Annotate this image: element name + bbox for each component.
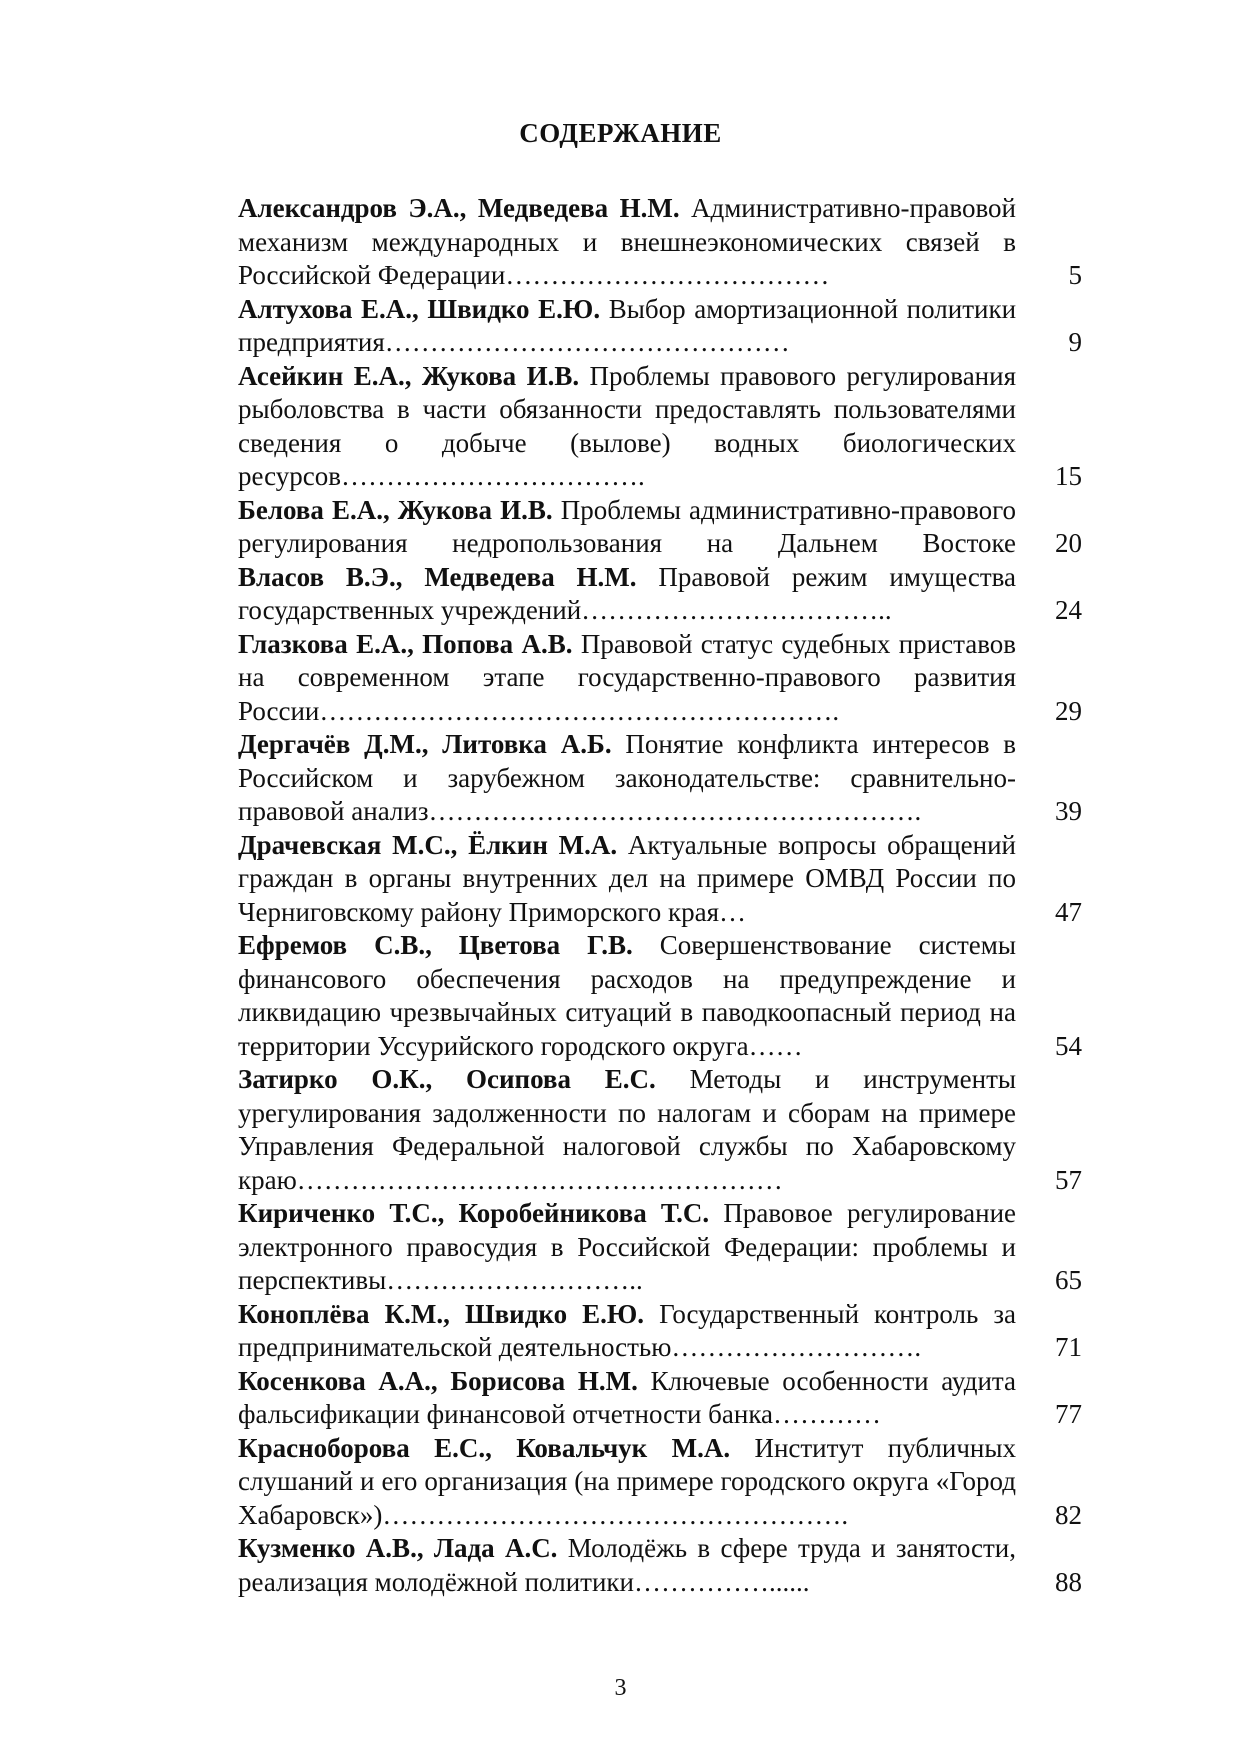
toc-entry-title: Административно-правовой механизм международных и внешнеэкономических связей в Российской Федерации………………………………	[238, 193, 1016, 290]
page-number: 3	[614, 1675, 627, 1701]
toc-entry-text	[238, 561, 1016, 628]
toc-entry-authors: Коноплёва К.М., Швидко Е.Ю.	[238, 1298, 645, 1329]
toc-entry-page: 88	[1055, 1566, 1082, 1597]
toc-entry	[238, 561, 1082, 628]
toc-entry	[238, 829, 1082, 930]
toc-entry-title: Правовой статус судебных приставов на современном этапе государственно-правового развития России………………………………………………….	[238, 628, 1017, 726]
toc-entry-page: 9	[1068, 327, 1082, 357]
toc-entry	[238, 1298, 1082, 1365]
toc-entry	[238, 929, 1082, 1063]
toc-entry-title: Молодёжь в сфере труда и занятости, реализация молодёжной политики……………......	[238, 1533, 1016, 1597]
toc-entry-text	[238, 829, 1016, 930]
toc-entry-title: Совершенствование системы финансового обеспечения расходов на предупреждение и ликвидацию чрезвычайных ситуаций в паводкоопасный период на территории Уссурийского городского округа……	[238, 930, 1017, 1061]
toc-entry-title: Проблемы административно-правового регулирования недропользования на Дальнем Востоке	[238, 494, 1016, 558]
toc-entry-authors: Косенкова А.А., Борисова Н.М.	[238, 1365, 638, 1396]
toc-entry-page: 15	[1055, 461, 1082, 491]
toc-entry-title: Актуальные вопросы обращений граждан в органы внутренних дел на примере ОМВД России по Черниговскому району Приморского края…	[238, 829, 1016, 927]
toc-entry	[238, 192, 1082, 293]
toc-entry-title: Методы и инструменты урегулирования задолженности по налогам и сборам на примере Управления Федеральной налоговой службы по Хабаровскому краю………………………………………………	[238, 1064, 1017, 1195]
toc-entry-authors: Александров Э.А., Медведева Н.М.	[238, 193, 680, 223]
toc-entry-page: 39	[1055, 796, 1082, 826]
toc-entry-text	[238, 929, 1016, 1063]
toc-entry-page: 82	[1055, 1499, 1082, 1530]
toc-entry-page: 57	[1055, 1164, 1082, 1195]
toc-entry-title: Ключевые особенности аудита фальсификации финансовой отчетности банка…………	[238, 1365, 1017, 1429]
toc-entry-text	[238, 1298, 1016, 1365]
toc-entry-authors: Белова Е.А., Жукова И.В.	[238, 494, 553, 525]
toc-entry-authors: Кириченко Т.С., Коробейникова Т.С.	[238, 1198, 710, 1228]
toc-entry-text	[238, 1532, 1016, 1599]
toc-entry-page: 77	[1055, 1399, 1082, 1429]
toc-entry-title: Институт публичных слушаний и его организация (на примере городского округа «Город Хабаровск»)…………………………………………….	[238, 1432, 1016, 1530]
toc-entry-text	[238, 1197, 1016, 1298]
table-of-contents	[238, 192, 1082, 1599]
toc-entry-text	[238, 728, 1016, 829]
toc-entry	[238, 1197, 1082, 1298]
toc-entry-page: 54	[1055, 1030, 1082, 1061]
page-title: СОДЕРЖАНИЕ	[519, 118, 722, 148]
toc-entry	[238, 728, 1082, 829]
toc-entry-authors: Глазкова Е.А., Попова А.В.	[238, 628, 573, 659]
toc-entry-title: Правовой режим имущества государственных учреждений……………………………..	[238, 561, 1017, 625]
toc-entry	[238, 1532, 1082, 1599]
toc-entry-title: Выбор амортизационной политики предприятия………………………………………	[238, 293, 1017, 357]
toc-entry-authors: Дергачёв Д.М., Литовка А.Б.	[238, 729, 612, 759]
toc-entry-authors: Ефремов С.В., Цветова Г.В.	[238, 930, 633, 960]
toc-entry	[238, 1063, 1082, 1197]
toc-entry-page: 24	[1055, 595, 1082, 625]
toc-entry-text	[238, 360, 1016, 494]
toc-entry-page: 20	[1055, 528, 1082, 558]
toc-entry-authors: Затирко О.К., Осипова Е.С.	[238, 1064, 656, 1094]
toc-entry-page: 65	[1055, 1265, 1082, 1295]
toc-entry-text	[238, 1365, 1016, 1432]
toc-entry-page: 29	[1055, 695, 1082, 726]
toc-entry-authors: Асейкин Е.А., Жукова И.В.	[238, 360, 580, 391]
toc-entry	[238, 628, 1082, 729]
toc-entry-title: Проблемы правового регулирования рыболовства в части обязанности предоставлять пользователями сведения о добыче (вылове) водных биологических ресурсов…………………………….	[238, 360, 1016, 491]
toc-entry-text	[238, 494, 1016, 561]
toc-entry	[238, 1432, 1082, 1533]
toc-entry-title: Государственный контроль за предпринимательской деятельностью……………………….	[238, 1298, 1017, 1362]
toc-entry-text	[238, 628, 1016, 729]
toc-entry-title: Понятие конфликта интересов в Российском и зарубежном законодательстве: сравнительно-правовой анализ……………………………………………….	[238, 729, 1016, 826]
toc-entry-title: Правовое регулирование электронного правосудия в Российской Федерации: проблемы и перспективы………………………..	[238, 1198, 1016, 1295]
toc-entry-authors: Драчевская М.С., Ёлкин М.А.	[238, 829, 618, 860]
toc-entry-text	[238, 1432, 1016, 1533]
toc-entry-page: 47	[1055, 896, 1082, 927]
toc-entry-authors: Красноборова Е.С., Ковальчук М.А.	[238, 1432, 731, 1463]
toc-entry-authors: Алтухова Е.А., Швидко Е.Ю.	[238, 293, 601, 324]
toc-entry	[238, 1365, 1082, 1432]
toc-entry	[238, 293, 1082, 360]
toc-entry-page: 5	[1068, 260, 1082, 290]
toc-entry-text	[238, 293, 1016, 360]
toc-entry-authors: Кузменко А.В., Лада А.С.	[238, 1533, 558, 1563]
toc-entry-text	[238, 1063, 1016, 1197]
toc-entry-page: 71	[1055, 1332, 1082, 1362]
toc-entry	[238, 494, 1082, 561]
toc-entry-text	[238, 192, 1016, 293]
toc-entry	[238, 360, 1082, 494]
toc-entry-authors: Власов В.Э., Медведева Н.М.	[238, 561, 637, 592]
